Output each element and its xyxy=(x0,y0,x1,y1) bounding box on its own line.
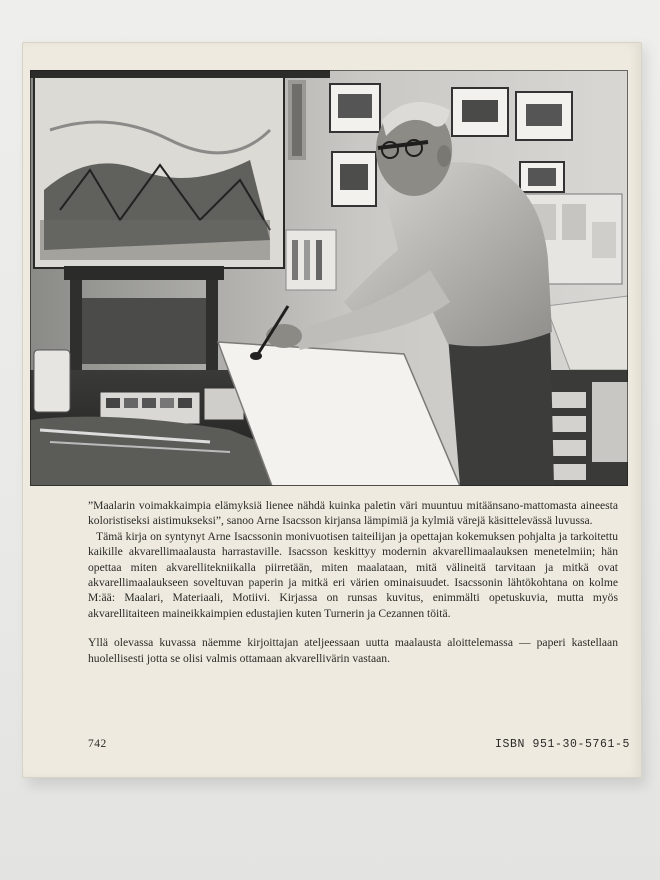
book-number: 742 xyxy=(88,738,107,750)
isbn-number: ISBN 951-30-5761-5 xyxy=(494,738,630,751)
quote-paragraph: ”Maalarin voimakkaimpia elämyksiä lienee nähdä kuinka paletin väri muuntuu mitäänsano-mattomasta aineesta koloristiseksi aistimukseksi”, sanoo Arne Isacsson kirjansa lämpimiä ja kylmiä värejä käsittelevässä luvussa. xyxy=(88,499,618,528)
photo-illustration xyxy=(30,70,628,486)
caption-paragraph: Yllä olevassa kuvassa näemme kirjoittajan ateljeessaan uutta maalausta aloittelemassa — paperi kastellaan huolellisesti jotta se olisi valmis ottamaan akvarellivärin vastaan. xyxy=(88,636,618,665)
about-paragraph: Tämä kirja on syntynyt Arne Isacssonin monivuotisen taiteilijan ja opettajan kokemuksen pohjalta ja tarkoitettu kaikille akvarellimaalausta harrastaville. Isacsson keskittyy modernin akvarellimaalauksen menetelmiin; hän opettaa miten akvarellitekniikalla piirretään, miten maalataan, mitä välineitä tarvitaan ja mitkä ovat akvarellimaalaukseen soveltuvan paperin ja mitkä eri värien ominaisuudet. Isacssonin lähtökohtana on kolme M:ää: Maalari, Materiaali, Motiivi. Kirjassa on runsas kuvitus, enimmälti opetuskuvia, mutta myös akvarellitaiteen maineikkaimpien edustajien kuten Turnerin ja Cezannen töitä. xyxy=(88,529,618,620)
author-studio-photo xyxy=(30,70,628,486)
description-text xyxy=(88,498,618,666)
